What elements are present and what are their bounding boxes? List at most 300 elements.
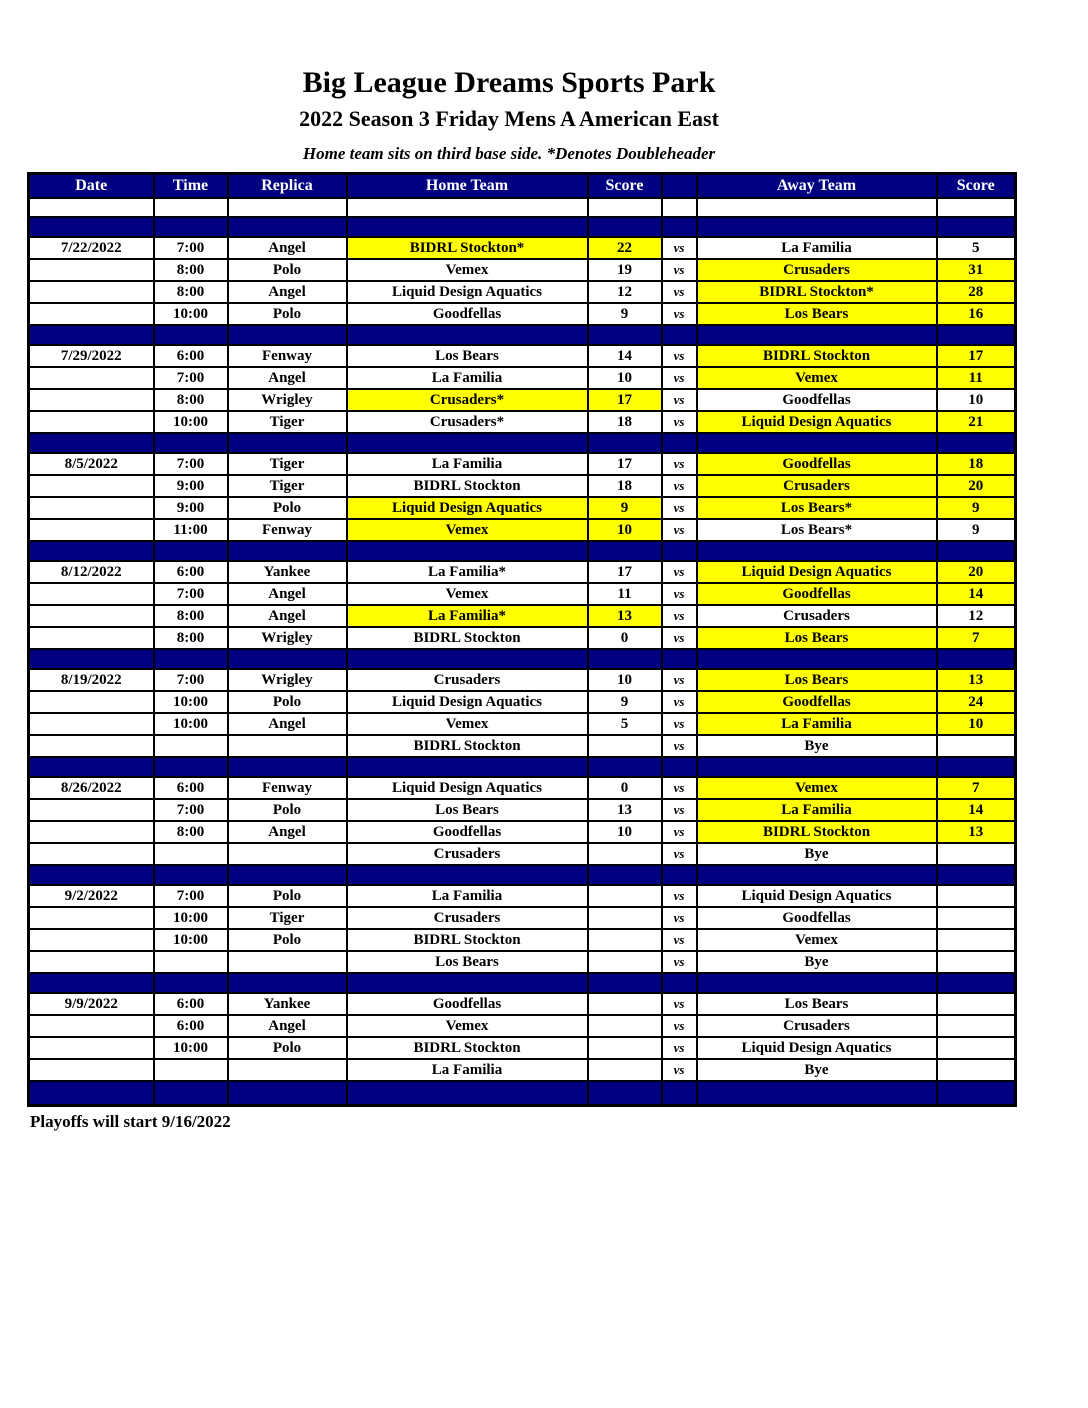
away-score-cell <box>937 325 1016 345</box>
home-score-cell: 10 <box>588 519 662 541</box>
home-team-cell <box>347 433 588 453</box>
home-team-cell <box>347 757 588 777</box>
away-team-cell: La Familia <box>697 237 937 259</box>
home-team-cell <box>347 973 588 993</box>
home-team-cell: La Familia* <box>347 561 588 583</box>
date-cell: 8/5/2022 <box>29 453 154 475</box>
replica-cell <box>228 325 347 345</box>
page-subtitle: 2022 Season 3 Friday Mens A American East <box>299 106 719 131</box>
vs-cell: vs <box>662 821 697 843</box>
vs-cell: vs <box>662 843 697 865</box>
replica-cell: Wrigley <box>228 627 347 649</box>
vs-cell: vs <box>662 799 697 821</box>
date-cell: 8/19/2022 <box>29 669 154 691</box>
vs-cell: vs <box>662 259 697 281</box>
vs-cell <box>662 649 697 669</box>
time-cell: 11:00 <box>154 519 228 541</box>
home-score-cell <box>588 907 662 929</box>
away-score-cell <box>937 541 1016 561</box>
date-cell <box>29 1059 154 1081</box>
time-cell: 7:00 <box>154 453 228 475</box>
away-team-cell: Bye <box>697 1059 937 1081</box>
away-score-cell <box>937 198 1016 217</box>
date-cell: 8/26/2022 <box>29 777 154 799</box>
away-team-cell <box>697 198 937 217</box>
game-row <box>29 843 1016 865</box>
away-score-cell <box>937 843 1016 865</box>
separator-row <box>29 541 1016 561</box>
away-team-cell: Liquid Design Aquatics <box>697 411 937 433</box>
home-score-cell: 9 <box>588 691 662 713</box>
game-row <box>29 669 1016 691</box>
vs-cell <box>662 198 697 217</box>
home-team-cell: BIDRL Stockton <box>347 929 588 951</box>
away-score-cell: 9 <box>937 519 1016 541</box>
game-row <box>29 561 1016 583</box>
vs-cell: vs <box>662 281 697 303</box>
time-cell: 6:00 <box>154 1015 228 1037</box>
vs-cell <box>662 217 697 237</box>
replica-cell: Wrigley <box>228 669 347 691</box>
separator-row <box>29 757 1016 777</box>
home-team-cell: Crusaders* <box>347 411 588 433</box>
replica-cell: Polo <box>228 1037 347 1059</box>
away-score-cell: 10 <box>937 713 1016 735</box>
date-cell <box>29 865 154 885</box>
home-team-cell: BIDRL Stockton <box>347 1037 588 1059</box>
away-score-cell <box>937 865 1016 885</box>
replica-cell: Angel <box>228 367 347 389</box>
game-row <box>29 1037 1016 1059</box>
table-body <box>29 198 1016 1106</box>
game-row <box>29 411 1016 433</box>
home-team-cell: Vemex <box>347 713 588 735</box>
time-cell: 10:00 <box>154 303 228 325</box>
replica-cell: Fenway <box>228 777 347 799</box>
column-header-replica: Replica <box>228 174 347 199</box>
home-team-cell: Vemex <box>347 583 588 605</box>
away-score-cell <box>937 993 1016 1015</box>
table-header <box>29 174 1016 199</box>
home-score-cell <box>588 649 662 669</box>
date-cell <box>29 1037 154 1059</box>
away-team-cell: Crusaders <box>697 1015 937 1037</box>
home-score-cell <box>588 1081 662 1106</box>
game-row <box>29 519 1016 541</box>
home-score-cell: 13 <box>588 605 662 627</box>
schedule-table <box>27 172 1017 1107</box>
game-row <box>29 713 1016 735</box>
time-cell: 6:00 <box>154 777 228 799</box>
home-team-cell: Vemex <box>347 1015 588 1037</box>
header-row <box>29 174 1016 199</box>
time-cell: 7:00 <box>154 367 228 389</box>
time-cell <box>154 541 228 561</box>
home-team-cell: BIDRL Stockton* <box>347 237 588 259</box>
game-row <box>29 1015 1016 1037</box>
playoffs-note: Playoffs will start 9/16/2022 <box>30 1112 231 1132</box>
away-team-cell: Goodfellas <box>697 907 937 929</box>
away-score-cell: 12 <box>937 605 1016 627</box>
vs-cell: vs <box>662 303 697 325</box>
home-team-cell: Crusaders <box>347 669 588 691</box>
date-cell <box>29 217 154 237</box>
time-cell <box>154 735 228 757</box>
home-team-cell <box>347 1081 588 1106</box>
away-team-cell <box>697 217 937 237</box>
replica-cell: Fenway <box>228 345 347 367</box>
away-score-cell: 24 <box>937 691 1016 713</box>
game-row <box>29 497 1016 519</box>
column-header-date: Date <box>29 174 154 199</box>
date-cell <box>29 821 154 843</box>
home-team-cell: Crusaders <box>347 907 588 929</box>
away-score-cell: 7 <box>937 627 1016 649</box>
time-cell <box>154 865 228 885</box>
vs-cell <box>662 1081 697 1106</box>
vs-cell: vs <box>662 627 697 649</box>
away-team-cell: Vemex <box>697 367 937 389</box>
away-score-cell: 17 <box>937 345 1016 367</box>
date-cell <box>29 411 154 433</box>
replica-cell: Polo <box>228 691 347 713</box>
away-team-cell: Crusaders <box>697 475 937 497</box>
game-row <box>29 281 1016 303</box>
away-team-cell: Los Bears <box>697 993 937 1015</box>
home-team-cell <box>347 649 588 669</box>
time-cell <box>154 951 228 973</box>
home-score-cell: 14 <box>588 345 662 367</box>
time-cell <box>154 757 228 777</box>
replica-cell <box>228 217 347 237</box>
away-team-cell <box>697 325 937 345</box>
separator-row <box>29 1081 1016 1106</box>
away-team-cell: Los Bears* <box>697 519 937 541</box>
replica-cell: Fenway <box>228 519 347 541</box>
vs-cell <box>662 865 697 885</box>
away-team-cell: BIDRL Stockton <box>697 345 937 367</box>
time-cell: 9:00 <box>154 475 228 497</box>
time-cell: 7:00 <box>154 583 228 605</box>
blank-row <box>29 198 1016 217</box>
vs-cell: vs <box>662 1037 697 1059</box>
away-score-cell: 14 <box>937 583 1016 605</box>
date-cell <box>29 713 154 735</box>
separator-row <box>29 865 1016 885</box>
game-row <box>29 951 1016 973</box>
vs-cell <box>662 757 697 777</box>
away-score-cell: 13 <box>937 669 1016 691</box>
date-cell <box>29 583 154 605</box>
home-team-cell: Goodfellas <box>347 303 588 325</box>
replica-cell: Tiger <box>228 453 347 475</box>
time-cell: 10:00 <box>154 713 228 735</box>
replica-cell <box>228 198 347 217</box>
replica-cell <box>228 757 347 777</box>
game-row <box>29 237 1016 259</box>
away-score-cell <box>937 929 1016 951</box>
time-cell: 10:00 <box>154 907 228 929</box>
home-score-cell: 10 <box>588 367 662 389</box>
away-team-cell: Los Bears <box>697 627 937 649</box>
time-cell: 7:00 <box>154 237 228 259</box>
vs-cell: vs <box>662 411 697 433</box>
replica-cell: Polo <box>228 303 347 325</box>
home-team-cell <box>347 541 588 561</box>
vs-cell: vs <box>662 907 697 929</box>
time-cell: 10:00 <box>154 691 228 713</box>
home-team-cell: Vemex <box>347 519 588 541</box>
away-score-cell <box>937 757 1016 777</box>
replica-cell: Angel <box>228 605 347 627</box>
away-team-cell: BIDRL Stockton <box>697 821 937 843</box>
away-team-cell: La Familia <box>697 799 937 821</box>
away-team-cell <box>697 973 937 993</box>
away-score-cell: 9 <box>937 497 1016 519</box>
away-score-cell <box>937 433 1016 453</box>
date-cell: 8/12/2022 <box>29 561 154 583</box>
game-row <box>29 929 1016 951</box>
date-cell <box>29 605 154 627</box>
home-team-cell: La Familia <box>347 885 588 907</box>
time-cell: 8:00 <box>154 605 228 627</box>
home-score-cell: 11 <box>588 583 662 605</box>
vs-cell: vs <box>662 691 697 713</box>
home-score-cell <box>588 993 662 1015</box>
time-cell: 7:00 <box>154 885 228 907</box>
vs-cell: vs <box>662 669 697 691</box>
home-score-cell <box>588 973 662 993</box>
home-team-cell <box>347 198 588 217</box>
vs-cell: vs <box>662 605 697 627</box>
home-team-cell: Los Bears <box>347 345 588 367</box>
home-team-cell: Crusaders* <box>347 389 588 411</box>
away-score-cell <box>937 1059 1016 1081</box>
game-row <box>29 885 1016 907</box>
time-cell: 6:00 <box>154 345 228 367</box>
replica-cell: Angel <box>228 583 347 605</box>
time-cell: 8:00 <box>154 627 228 649</box>
home-score-cell <box>588 843 662 865</box>
column-header-home-score: Score <box>588 174 662 199</box>
replica-cell <box>228 1081 347 1106</box>
home-score-cell <box>588 865 662 885</box>
away-team-cell: Goodfellas <box>697 691 937 713</box>
away-score-cell <box>937 649 1016 669</box>
away-team-cell <box>697 649 937 669</box>
away-score-cell <box>937 885 1016 907</box>
home-score-cell: 0 <box>588 627 662 649</box>
game-row <box>29 367 1016 389</box>
separator-row <box>29 217 1016 237</box>
away-team-cell: Crusaders <box>697 605 937 627</box>
game-row <box>29 821 1016 843</box>
home-score-cell <box>588 198 662 217</box>
away-team-cell: Los Bears* <box>697 497 937 519</box>
column-header-away-score: Score <box>937 174 1016 199</box>
away-score-cell <box>937 907 1016 929</box>
away-team-cell <box>697 433 937 453</box>
replica-cell: Polo <box>228 497 347 519</box>
away-team-cell: Vemex <box>697 929 937 951</box>
date-cell <box>29 691 154 713</box>
away-score-cell <box>937 1015 1016 1037</box>
away-team-cell: Bye <box>697 843 937 865</box>
away-team-cell: Goodfellas <box>697 453 937 475</box>
vs-cell <box>662 973 697 993</box>
vs-cell: vs <box>662 345 697 367</box>
away-score-cell: 16 <box>937 303 1016 325</box>
replica-cell: Polo <box>228 799 347 821</box>
home-score-cell <box>588 885 662 907</box>
away-score-cell: 21 <box>937 411 1016 433</box>
away-team-cell: Liquid Design Aquatics <box>697 561 937 583</box>
time-cell: 7:00 <box>154 669 228 691</box>
home-team-cell: Goodfellas <box>347 821 588 843</box>
away-team-cell: Crusaders <box>697 259 937 281</box>
date-cell <box>29 799 154 821</box>
home-team-cell: La Familia <box>347 367 588 389</box>
home-score-cell <box>588 325 662 345</box>
date-cell <box>29 973 154 993</box>
replica-cell <box>228 541 347 561</box>
time-cell: 8:00 <box>154 281 228 303</box>
home-score-cell: 17 <box>588 389 662 411</box>
home-team-cell: La Familia <box>347 453 588 475</box>
vs-cell: vs <box>662 929 697 951</box>
game-row <box>29 691 1016 713</box>
date-cell <box>29 843 154 865</box>
game-row <box>29 475 1016 497</box>
vs-cell: vs <box>662 885 697 907</box>
away-team-cell: Goodfellas <box>697 389 937 411</box>
away-score-cell: 13 <box>937 821 1016 843</box>
vs-cell: vs <box>662 583 697 605</box>
date-cell <box>29 757 154 777</box>
home-score-cell: 12 <box>588 281 662 303</box>
home-team-cell: Liquid Design Aquatics <box>347 691 588 713</box>
home-team-cell <box>347 325 588 345</box>
home-score-cell <box>588 1059 662 1081</box>
date-cell <box>29 951 154 973</box>
away-team-cell: Liquid Design Aquatics <box>697 885 937 907</box>
time-cell: 10:00 <box>154 929 228 951</box>
home-team-cell <box>347 217 588 237</box>
separator-row <box>29 973 1016 993</box>
time-cell: 8:00 <box>154 821 228 843</box>
column-header-home-team: Home Team <box>347 174 588 199</box>
replica-cell <box>228 973 347 993</box>
home-team-cell: BIDRL Stockton <box>347 735 588 757</box>
replica-cell <box>228 649 347 669</box>
time-cell: 7:00 <box>154 799 228 821</box>
vs-cell: vs <box>662 519 697 541</box>
game-row <box>29 583 1016 605</box>
home-score-cell <box>588 757 662 777</box>
vs-cell: vs <box>662 367 697 389</box>
vs-cell: vs <box>662 475 697 497</box>
home-team-cell: La Familia* <box>347 605 588 627</box>
vs-cell: vs <box>662 735 697 757</box>
game-row <box>29 1059 1016 1081</box>
vs-cell <box>662 325 697 345</box>
home-score-cell: 13 <box>588 799 662 821</box>
date-cell: 9/9/2022 <box>29 993 154 1015</box>
vs-cell: vs <box>662 777 697 799</box>
vs-cell: vs <box>662 951 697 973</box>
date-cell <box>29 303 154 325</box>
away-team-cell <box>697 865 937 885</box>
home-score-cell: 19 <box>588 259 662 281</box>
home-score-cell: 0 <box>588 777 662 799</box>
time-cell: 10:00 <box>154 411 228 433</box>
time-cell: 9:00 <box>154 497 228 519</box>
vs-cell <box>662 541 697 561</box>
column-header-away-team: Away Team <box>697 174 937 199</box>
away-score-cell: 28 <box>937 281 1016 303</box>
away-score-cell <box>937 735 1016 757</box>
away-score-cell <box>937 1081 1016 1106</box>
home-score-cell <box>588 217 662 237</box>
home-team-cell: Liquid Design Aquatics <box>347 497 588 519</box>
home-score-cell <box>588 951 662 973</box>
date-cell <box>29 1081 154 1106</box>
time-cell <box>154 198 228 217</box>
away-team-cell: Bye <box>697 951 937 973</box>
time-cell <box>154 325 228 345</box>
date-cell <box>29 325 154 345</box>
home-team-cell <box>347 865 588 885</box>
game-row <box>29 303 1016 325</box>
home-team-cell: La Familia <box>347 1059 588 1081</box>
home-team-cell: Los Bears <box>347 951 588 973</box>
vs-cell: vs <box>662 497 697 519</box>
away-score-cell <box>937 973 1016 993</box>
home-team-cell: Liquid Design Aquatics <box>347 281 588 303</box>
home-team-cell: Goodfellas <box>347 993 588 1015</box>
date-cell <box>29 1015 154 1037</box>
date-cell <box>29 735 154 757</box>
time-cell: 6:00 <box>154 993 228 1015</box>
away-score-cell <box>937 951 1016 973</box>
time-cell: 10:00 <box>154 1037 228 1059</box>
away-score-cell: 31 <box>937 259 1016 281</box>
page-headings <box>27 66 1017 164</box>
away-score-cell: 18 <box>937 453 1016 475</box>
game-row <box>29 777 1016 799</box>
date-cell: 7/22/2022 <box>29 237 154 259</box>
date-cell: 7/29/2022 <box>29 345 154 367</box>
vs-cell: vs <box>662 1059 697 1081</box>
time-cell <box>154 973 228 993</box>
time-cell <box>154 217 228 237</box>
away-score-cell: 11 <box>937 367 1016 389</box>
replica-cell: Tiger <box>228 475 347 497</box>
home-score-cell: 9 <box>588 497 662 519</box>
replica-cell <box>228 865 347 885</box>
away-score-cell: 10 <box>937 389 1016 411</box>
game-row <box>29 453 1016 475</box>
replica-cell: Wrigley <box>228 389 347 411</box>
home-score-cell: 18 <box>588 411 662 433</box>
away-score-cell: 7 <box>937 777 1016 799</box>
home-score-cell <box>588 541 662 561</box>
separator-row <box>29 649 1016 669</box>
home-score-cell <box>588 929 662 951</box>
replica-cell: Polo <box>228 929 347 951</box>
time-cell <box>154 433 228 453</box>
away-team-cell: Bye <box>697 735 937 757</box>
